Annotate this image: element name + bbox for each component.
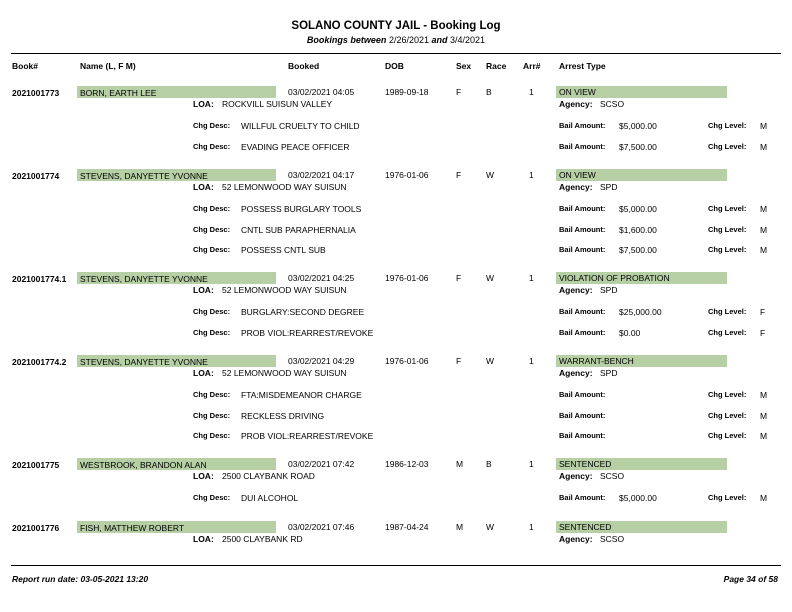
arrest-number: 1: [529, 273, 534, 283]
book-number: 2021001775: [12, 460, 60, 470]
charge-description: POSSESS BURGLARY TOOLS: [241, 204, 362, 214]
bail-amount-label: Bail Amount:: [559, 390, 606, 399]
bail-amount: $5,000.00: [619, 493, 657, 503]
charge-level-label: Chg Level:: [708, 307, 747, 316]
charge-line: [0, 245, 792, 259]
charge-line: [0, 493, 792, 507]
bail-amount: $5,000.00: [619, 204, 657, 214]
charge-level: M: [760, 410, 768, 421]
bail-amount: $5,000.00: [619, 121, 657, 131]
bail-amount: $0.00: [619, 327, 641, 338]
charge-level-label: Chg Level:: [708, 204, 747, 213]
agency-label: Agency:: [559, 534, 593, 544]
inmate-name: BORN, EARTH LEE: [80, 88, 157, 98]
charge-desc-label: Chg Desc:: [193, 307, 231, 316]
charge-level-label: Chg Level:: [708, 141, 747, 151]
loa-value: 52 LEMONWOOD WAY SUISUN: [222, 285, 347, 295]
arrest-type: VIOLATION OF PROBATION: [559, 273, 670, 283]
charge-description: RECKLESS DRIVING: [241, 410, 325, 421]
loa-value: 2500 CLAYBANK RD: [222, 534, 303, 544]
charge-line: [0, 411, 792, 425]
charge-level: M: [760, 493, 768, 503]
arrest-number: 1: [529, 170, 534, 180]
bail-amount-label: Bail Amount:: [559, 410, 606, 420]
inmate-name: STEVENS, DANYETTE YVONNE: [80, 357, 208, 367]
charge-line: [0, 307, 792, 321]
sex: M: [456, 522, 464, 532]
agency-label: Agency:: [559, 471, 593, 481]
loa-label: LOA:: [193, 285, 214, 295]
sex: M: [456, 459, 464, 469]
loa-value: 2500 CLAYBANK ROAD: [222, 471, 315, 481]
booking-record: [0, 355, 792, 441]
bail-amount: $7,500.00: [619, 141, 657, 152]
bail-amount-label: Bail Amount:: [559, 493, 606, 502]
column-header-arrest-type: Arrest Type: [559, 61, 606, 71]
inmate-name: WESTBROOK, BRANDON ALAN: [80, 460, 207, 470]
sex: F: [456, 273, 462, 283]
arrest-type: ON VIEW: [559, 87, 596, 97]
column-header-booked: Booked: [288, 61, 320, 71]
charge-desc-label: Chg Desc:: [193, 224, 231, 234]
race: W: [486, 273, 495, 283]
charge-desc-label: Chg Desc:: [193, 431, 231, 440]
booking-record: [0, 169, 792, 255]
column-header-book: Book#: [12, 61, 38, 71]
bail-amount: $1,600.00: [619, 224, 657, 235]
inmate-name: FISH, MATTHEW ROBERT: [80, 523, 185, 533]
charge-level: M: [760, 141, 768, 152]
agency-value: SPD: [600, 285, 618, 295]
report-subtitle: [0, 35, 792, 45]
charge-level: M: [760, 121, 768, 131]
charge-description: FTA:MISDEMEANOR CHARGE: [241, 390, 362, 400]
booking-record: [0, 86, 792, 158]
bail-amount-label: Bail Amount:: [559, 307, 606, 316]
agency-label: Agency:: [559, 285, 593, 295]
loa-value: 52 LEMONWOOD WAY SUISUN: [222, 182, 347, 192]
sex: F: [456, 87, 462, 97]
charge-line: [0, 204, 792, 218]
sex: F: [456, 356, 462, 366]
date-of-birth: 1976-01-06: [385, 273, 429, 283]
date-of-birth: 1989-09-18: [385, 87, 429, 97]
charge-description: BURGLARY:SECOND DEGREE: [241, 307, 365, 317]
subtitle-and: and: [431, 35, 448, 45]
bail-amount-label: Bail Amount:: [559, 204, 606, 213]
race: W: [486, 522, 495, 532]
bail-amount-label: Bail Amount:: [559, 327, 606, 337]
booking-record: [0, 272, 792, 344]
charge-line: [0, 328, 792, 342]
bail-amount-label: Bail Amount:: [559, 141, 606, 151]
date-of-birth: 1987-04-24: [385, 522, 429, 532]
agency-value: SCSO: [600, 99, 625, 109]
inmate-name: STEVENS, DANYETTE YVONNE: [80, 171, 208, 181]
date-of-birth: 1976-01-06: [385, 170, 429, 180]
loa-value: 52 LEMONWOOD WAY SUISUN: [222, 368, 347, 378]
charge-desc-label: Chg Desc:: [193, 204, 231, 213]
charge-level-label: Chg Level:: [708, 431, 747, 440]
bail-amount: $25,000.00: [619, 307, 662, 317]
charge-level: M: [760, 204, 768, 214]
charge-level-label: Chg Level:: [708, 327, 747, 337]
bail-amount-label: Bail Amount:: [559, 224, 606, 234]
bail-amount-label: Bail Amount:: [559, 431, 606, 440]
charge-level-label: Chg Level:: [708, 245, 747, 254]
bail-amount-label: Bail Amount:: [559, 245, 606, 254]
book-number: 2021001776: [12, 523, 60, 533]
booked-datetime: 03/02/2021 07:42: [288, 459, 355, 469]
arrest-number: 1: [529, 356, 534, 366]
charge-line: [0, 225, 792, 239]
charge-level: M: [760, 224, 768, 235]
inmate-name: STEVENS, DANYETTE YVONNE: [80, 274, 208, 284]
bail-amount: $7,500.00: [619, 245, 657, 255]
charge-level: F: [760, 327, 766, 338]
date-to: 3/4/2021: [450, 35, 486, 45]
bail-amount-label: Bail Amount:: [559, 121, 606, 130]
loa-label: LOA:: [193, 99, 214, 109]
book-number: 2021001774.2: [12, 357, 67, 367]
agency-value: SPD: [600, 182, 618, 192]
arrest-number: 1: [529, 87, 534, 97]
report-title: SOLANO COUNTY JAIL - Booking Log: [291, 20, 501, 32]
charge-description: POSSESS CNTL SUB: [241, 245, 326, 255]
charge-desc-label: Chg Desc:: [193, 245, 231, 254]
report-run-date: Report run date: 03-05-2021 13:20: [12, 574, 149, 584]
charge-level: F: [760, 307, 766, 317]
book-number: 2021001774: [12, 171, 60, 181]
race: B: [486, 87, 492, 97]
column-header-sex: Sex: [456, 61, 472, 71]
loa-label: LOA:: [193, 534, 214, 544]
charge-line: [0, 121, 792, 135]
date-of-birth: 1976-01-06: [385, 356, 429, 366]
charge-description: PROB VIOL:REARREST/REVOKE: [241, 327, 374, 338]
charge-desc-label: Chg Desc:: [193, 390, 231, 399]
sex: F: [456, 170, 462, 180]
booking-record: [0, 458, 792, 530]
charge-level: M: [760, 431, 768, 441]
column-header-dob: DOB: [385, 61, 404, 71]
booked-datetime: 03/02/2021 04:17: [288, 170, 355, 180]
charge-desc-label: Chg Desc:: [193, 410, 231, 420]
loa-label: LOA:: [193, 182, 214, 192]
charge-line: [0, 142, 792, 156]
charge-level-label: Chg Level:: [708, 410, 747, 420]
charge-level-label: Chg Level:: [708, 493, 747, 502]
charge-line: [0, 431, 792, 445]
race: W: [486, 170, 495, 180]
arrest-type: SENTENCED: [559, 522, 612, 532]
subtitle-prefix: Bookings between: [306, 35, 387, 45]
header-divider: [11, 53, 781, 54]
date-of-birth: 1986-12-03: [385, 459, 429, 469]
charge-description: DUI ALCOHOL: [241, 493, 299, 503]
arrest-number: 1: [529, 459, 534, 469]
race: W: [486, 356, 495, 366]
arrest-type: SENTENCED: [559, 459, 612, 469]
agency-value: SCSO: [600, 471, 625, 481]
race: B: [486, 459, 492, 469]
date-from: 2/26/2021: [388, 35, 429, 45]
agency-label: Agency:: [559, 99, 593, 109]
charge-description: WILLFUL CRUELTY TO CHILD: [241, 121, 360, 131]
charge-level-label: Chg Level:: [708, 390, 747, 399]
charge-description: PROB VIOL:REARREST/REVOKE: [241, 431, 374, 441]
booked-datetime: 03/02/2021 04:29: [288, 356, 355, 366]
agency-label: Agency:: [559, 182, 593, 192]
booked-datetime: 03/02/2021 07:46: [288, 522, 355, 532]
charge-level-label: Chg Level:: [708, 121, 747, 130]
loa-label: LOA:: [193, 471, 214, 481]
booked-datetime: 03/02/2021 04:25: [288, 273, 355, 283]
charge-level: M: [760, 390, 768, 400]
charge-level: M: [760, 245, 768, 255]
charge-level-label: Chg Level:: [708, 224, 747, 234]
charge-desc-label: Chg Desc:: [193, 141, 231, 151]
book-number: 2021001774.1: [12, 274, 67, 284]
arrest-number: 1: [529, 522, 534, 532]
page-number: Page 34 of 58: [723, 574, 778, 584]
loa-label: LOA:: [193, 368, 214, 378]
charge-desc-label: Chg Desc:: [193, 121, 231, 130]
charge-line: [0, 390, 792, 404]
charge-desc-label: Chg Desc:: [193, 493, 231, 502]
book-number: 2021001773: [12, 88, 60, 98]
column-header-name: Name (L, F M): [80, 61, 136, 71]
footer-divider: [11, 565, 781, 566]
agency-value: SCSO: [600, 534, 625, 544]
column-header-arr: Arr#: [523, 61, 541, 71]
booked-datetime: 03/02/2021 04:05: [288, 87, 355, 97]
agency-label: Agency:: [559, 368, 593, 378]
arrest-type: ON VIEW: [559, 170, 596, 180]
agency-value: SPD: [600, 368, 618, 378]
charge-description: CNTL SUB PARAPHERNALIA: [241, 224, 356, 235]
column-header-race: Race: [486, 61, 507, 71]
charge-desc-label: Chg Desc:: [193, 327, 231, 337]
charge-description: EVADING PEACE OFFICER: [241, 141, 350, 152]
loa-value: ROCKVILL SUISUN VALLEY: [222, 99, 333, 109]
arrest-type: WARRANT-BENCH: [559, 356, 634, 366]
